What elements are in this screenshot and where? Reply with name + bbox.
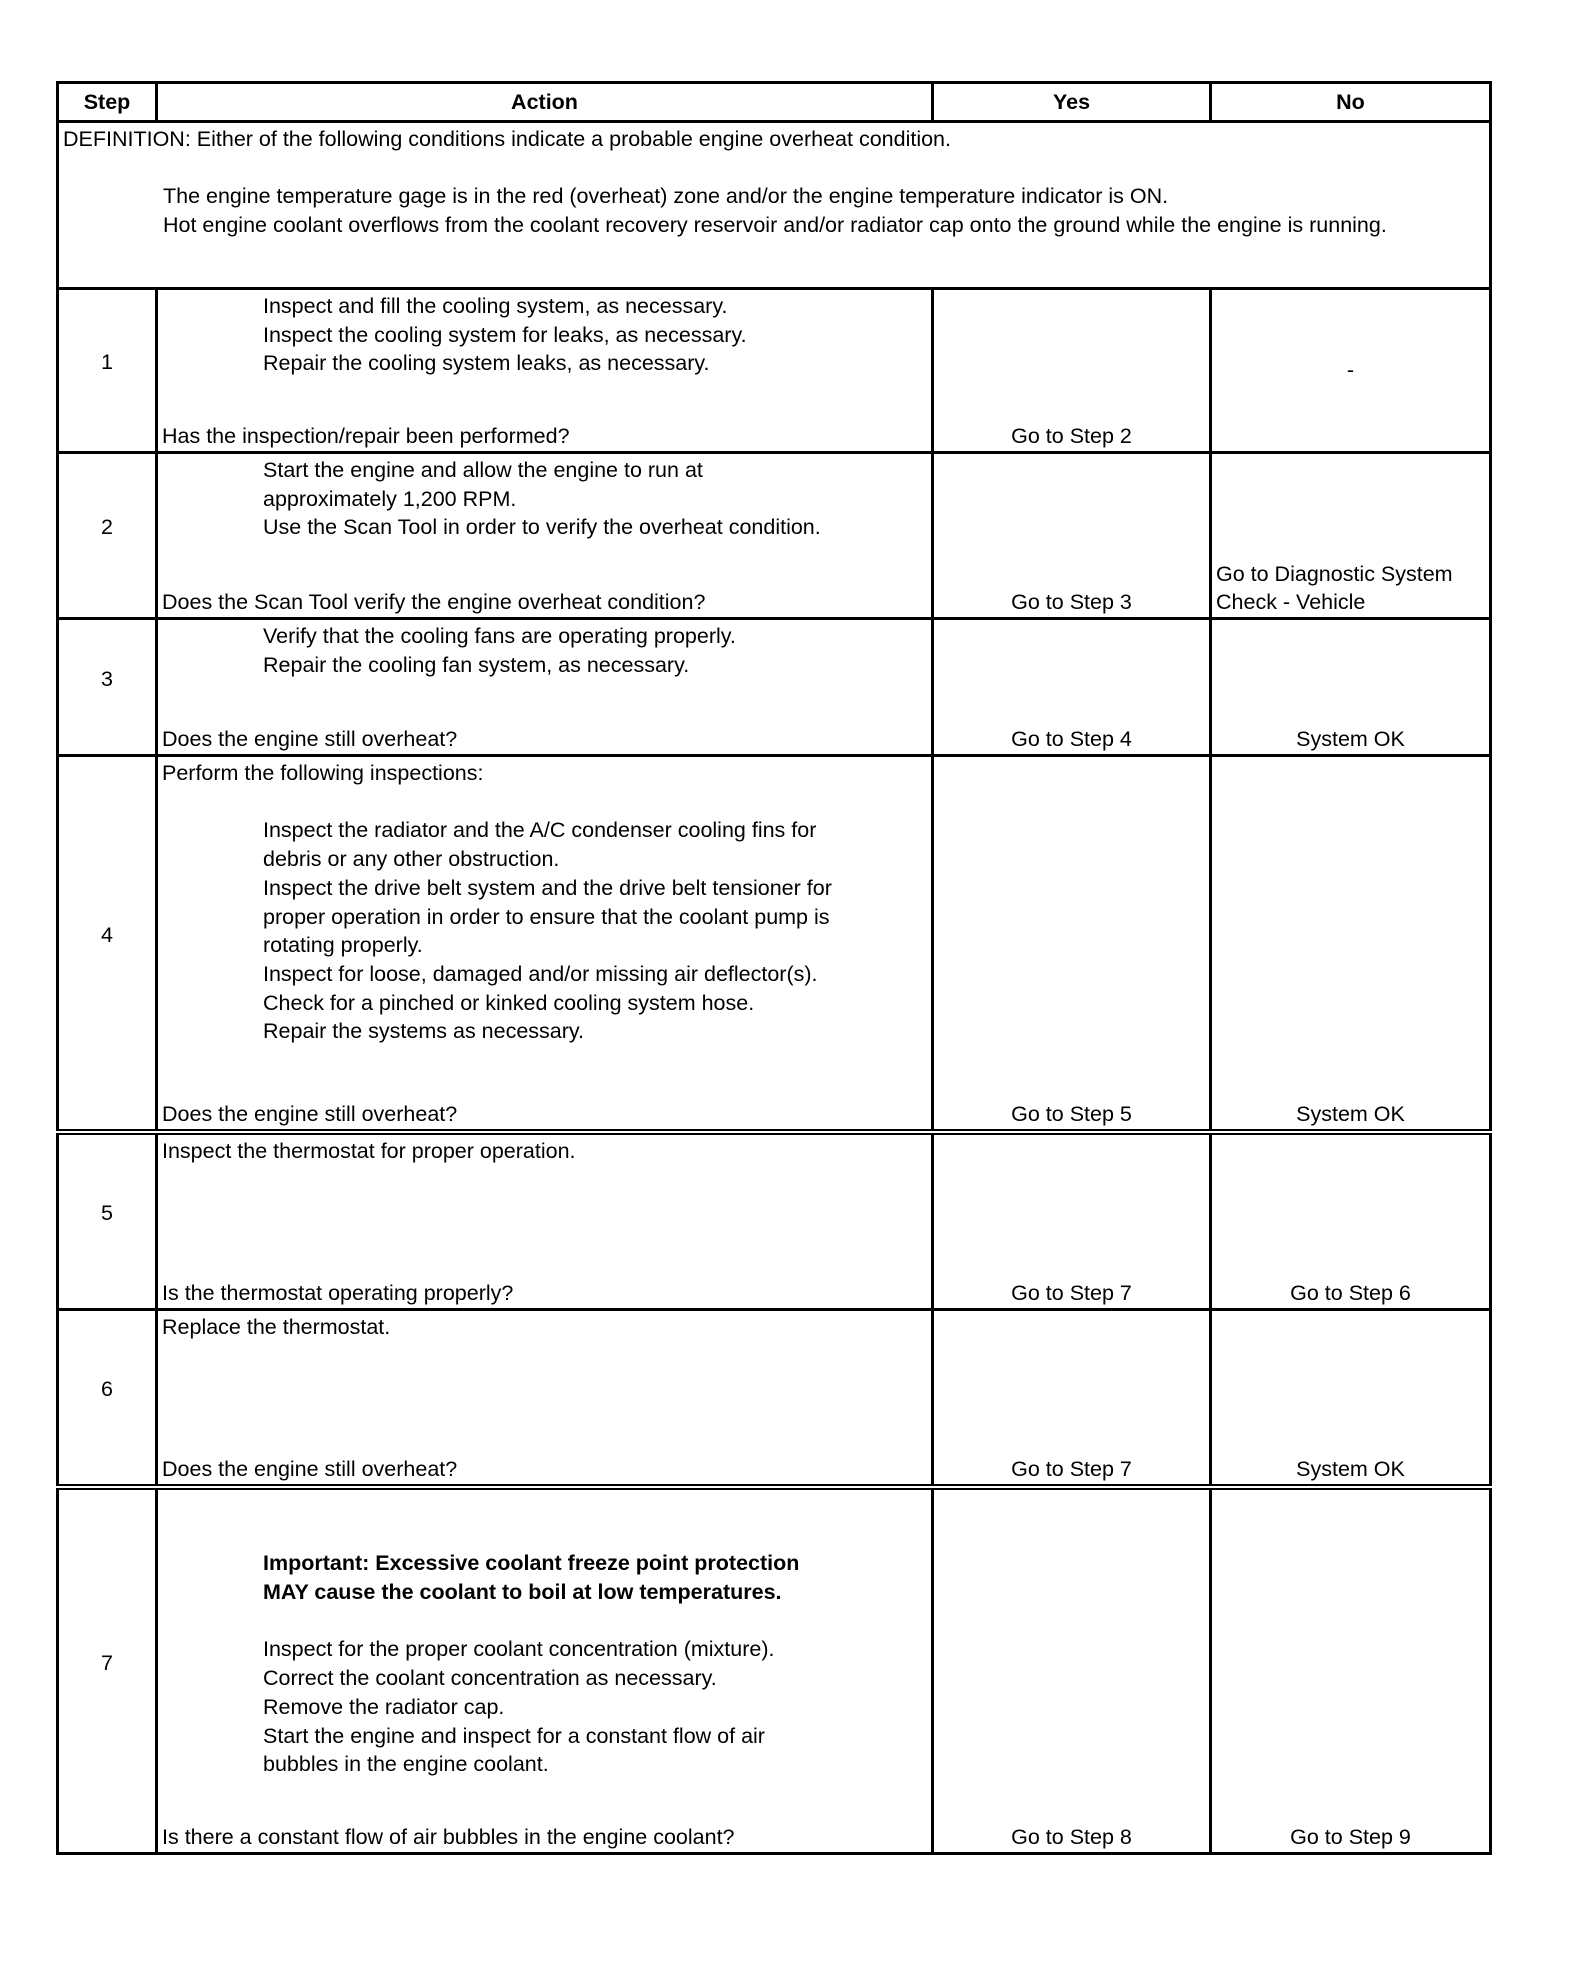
action-line: Perform the following inspections: (162, 761, 484, 785)
action-instructions (162, 622, 927, 679)
action-line (162, 1492, 927, 1521)
action-cell (157, 1487, 933, 1854)
action-line: Repair the systems as necessary. (263, 1019, 585, 1044)
no-cell: Go to Diagnostic System Check - Vehicle (1211, 453, 1491, 619)
header-yes: Yes (933, 83, 1211, 122)
action-line (162, 1607, 927, 1636)
action-cell (157, 1132, 933, 1310)
yes-cell: Go to Step 4 (933, 619, 1211, 756)
header-no: No (1211, 83, 1491, 122)
yes-cell: Go to Step 3 (933, 453, 1211, 619)
header-action: Action (157, 83, 933, 122)
step-number-cell (58, 1132, 157, 1310)
step-row (58, 289, 1491, 453)
step-row (58, 453, 1491, 619)
step-number: 2 (101, 515, 113, 540)
action-question: Does the engine still overheat? (162, 727, 458, 752)
action-line (162, 1521, 927, 1550)
step-number-cell (58, 289, 157, 453)
action-cell (157, 289, 933, 453)
action-line: Important: Excessive coolant freeze point protection (263, 1551, 800, 1576)
no-cell: System OK (1211, 619, 1491, 756)
action-cell (157, 756, 933, 1133)
action-instructions (162, 1492, 927, 1779)
yes-cell: Go to Step 7 (933, 1132, 1211, 1310)
action-question: Is the thermostat operating properly? (162, 1281, 514, 1306)
action-line: Inspect the drive belt system and the drive belt tensioner for (263, 875, 832, 900)
step-number-cell (58, 453, 157, 619)
action-line: rotating properly. (263, 933, 423, 958)
no-cell: System OK (1211, 1310, 1491, 1488)
action-line: Verify that the cooling fans are operating properly. (263, 624, 736, 648)
step-number: 3 (101, 666, 113, 691)
action-line: Check for a pinched or kinked cooling system hose. (263, 990, 755, 1015)
action-line: Inspect for the proper coolant concentration (mixture). (263, 1637, 775, 1662)
step-number-cell (58, 1310, 157, 1488)
action-line: Correct the coolant concentration as necessary. (263, 1666, 717, 1691)
action-line: proper operation in order to ensure that the coolant pump is (263, 904, 830, 929)
definition-condition: The engine temperature gage is in the red (overheat) zone and/or the engine temperature indicator is ON. (163, 184, 1169, 209)
action-question: Has the inspection/repair been performed? (162, 424, 570, 449)
action-question: Does the engine still overheat? (162, 1102, 458, 1127)
action-line: bubbles in the engine coolant. (263, 1752, 549, 1777)
action-instructions (162, 1313, 927, 1342)
action-instructions (162, 292, 927, 378)
step-row (58, 1132, 1491, 1310)
definition-condition: Hot engine coolant overflows from the coolant recovery reservoir and/or radiator cap onto the ground while the engine is running. (163, 213, 1387, 238)
action-cell (157, 1310, 933, 1488)
action-instructions (162, 1137, 927, 1166)
no-cell: - (1211, 289, 1491, 453)
step-number: 4 (101, 922, 113, 947)
yes-cell: Go to Step 7 (933, 1310, 1211, 1488)
action-line (162, 788, 927, 817)
no-cell: Go to Step 9 (1211, 1487, 1491, 1854)
step-number-cell (58, 1487, 157, 1854)
action-line: MAY cause the coolant to boil at low temperatures. (263, 1580, 782, 1605)
action-line: Use the Scan Tool in order to verify the overheat condition. (263, 515, 821, 540)
diagnostic-table (56, 81, 1492, 1855)
header-step: Step (58, 83, 157, 122)
action-line: Inspect the cooling system for leaks, as necessary. (263, 322, 747, 347)
action-question: Does the engine still overheat? (162, 1457, 458, 1482)
step-row (58, 619, 1491, 756)
step-number: 7 (101, 1650, 113, 1675)
action-line: Replace the thermostat. (162, 1315, 391, 1339)
step-row (58, 756, 1491, 1133)
no-cell: System OK (1211, 756, 1491, 1133)
action-line: Inspect and fill the cooling system, as necessary. (263, 294, 728, 318)
action-line: approximately 1,200 RPM. (263, 486, 517, 511)
step-number-cell (58, 756, 157, 1133)
action-cell (157, 453, 933, 619)
action-question: Does the Scan Tool verify the engine overheat condition? (162, 590, 706, 615)
step-number: 5 (101, 1201, 113, 1226)
action-line: Repair the cooling fan system, as necessary. (263, 652, 690, 677)
step-row (58, 1310, 1491, 1488)
action-line: Repair the cooling system leaks, as necessary. (263, 351, 710, 376)
no-cell: Go to Step 6 (1211, 1132, 1491, 1310)
definition-cell (58, 122, 1491, 289)
definition-row (58, 122, 1491, 289)
step-number: 1 (101, 350, 113, 375)
action-line: Start the engine and inspect for a constant flow of air (263, 1723, 765, 1748)
action-line: Remove the radiator cap. (263, 1694, 505, 1719)
action-instructions (162, 456, 927, 542)
action-line: Inspect for loose, damaged and/or missing air deflector(s). (263, 961, 818, 986)
action-line: debris or any other obstruction. (263, 847, 560, 872)
step-row (58, 1487, 1491, 1854)
action-line: Start the engine and allow the engine to run at (263, 458, 703, 482)
step-number: 6 (101, 1377, 113, 1402)
yes-cell: Go to Step 2 (933, 289, 1211, 453)
yes-cell: Go to Step 8 (933, 1487, 1211, 1854)
action-line: Inspect the thermostat for proper operation. (162, 1139, 576, 1163)
yes-cell: Go to Step 5 (933, 756, 1211, 1133)
action-question: Is there a constant flow of air bubbles in the engine coolant? (162, 1825, 735, 1850)
header-row (58, 83, 1491, 122)
action-cell (157, 619, 933, 756)
action-line: Inspect the radiator and the A/C condenser cooling fins for (263, 818, 817, 843)
step-number-cell (58, 619, 157, 756)
definition-intro: DEFINITION: Either of the following conditions indicate a probable engine overheat condition. (63, 127, 951, 151)
action-instructions (162, 759, 927, 1046)
